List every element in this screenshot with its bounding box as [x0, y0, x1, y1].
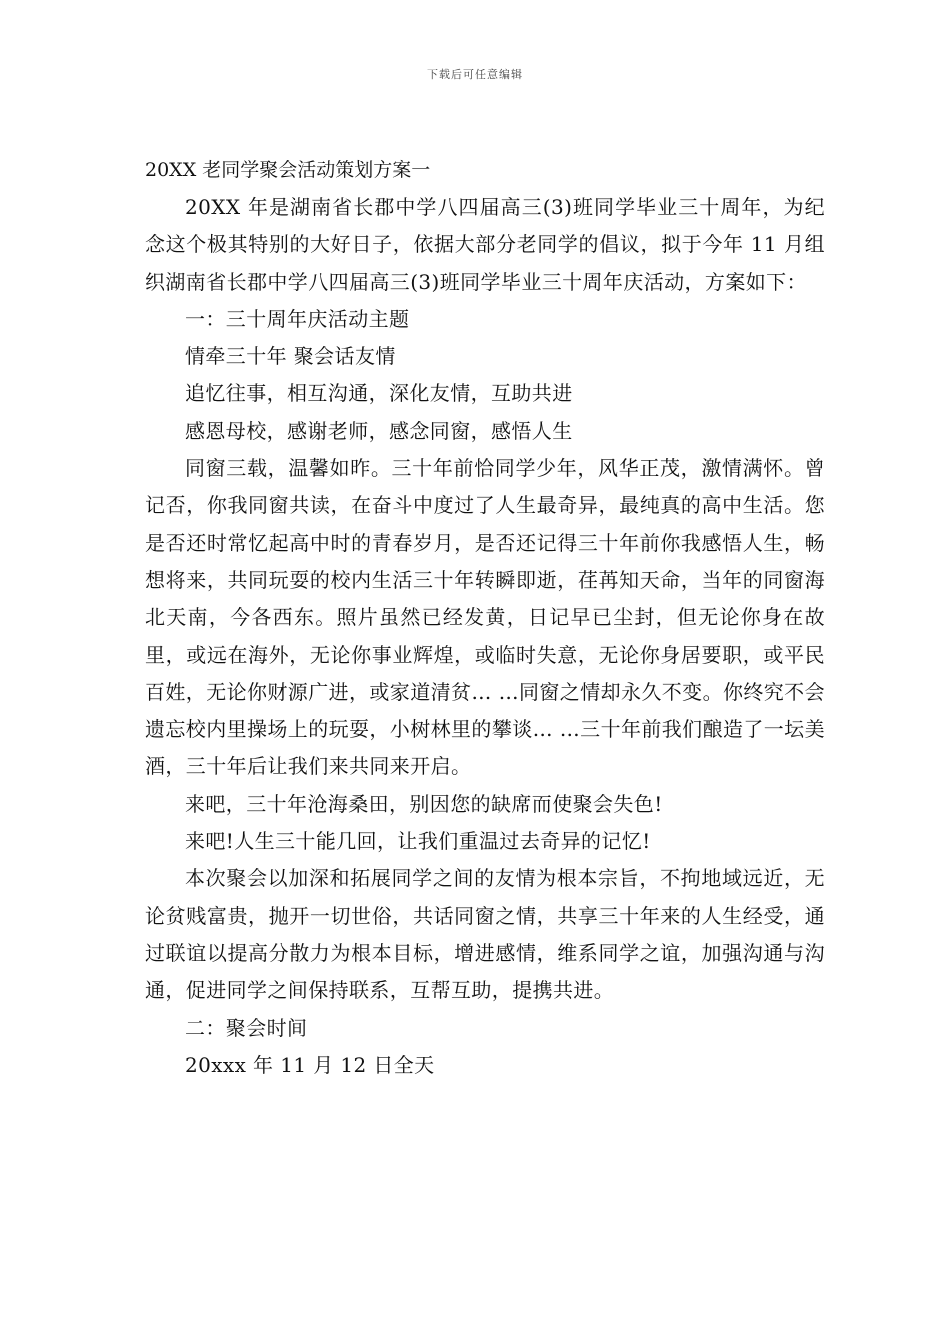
call-line: 来吧!人生三十能几回，让我们重温过去奇异的记忆! — [185, 829, 651, 854]
event-date: 20xxx 年 11 月 12 日全天 — [185, 1052, 435, 1077]
paragraph-purpose: 本次聚会以加深和拓展同学之间的友情为根本宗旨，不拘地域远近，无论贫贱富贵，抛开一切世俗，共话同窗之情，共享三十年来的人生经受，通过联谊以提高分散力为根本目标，增进感情，维系同学之谊，加强沟通与沟通，促进同学之间保持联系，互帮互助，提携共进。 — [145, 866, 825, 1003]
document-title: 20XX 老同学聚会活动策划方案一 — [145, 159, 431, 181]
theme-line: 情牵三十年 聚会话友情 — [185, 344, 396, 369]
theme-line: 追忆往事，相互沟通，深化友情，互助共进 — [185, 381, 573, 406]
section-heading-time: 二：聚会时间 — [185, 1015, 308, 1040]
call-line: 来吧，三十年沧海桑田，别因您的缺席而使聚会失色! — [185, 791, 663, 816]
header-note: 下载后可任意编辑 — [427, 68, 523, 81]
theme-line: 感恩母校，感谢老师，感念同窗，感悟人生 — [185, 418, 573, 443]
section-heading-theme: 一：三十周年庆活动主题 — [185, 306, 410, 331]
document-body — [145, 152, 825, 1084]
paragraph-intro: 20XX 年是湖南省长郡中学八四届高三(3)班同学毕业三十周年，为纪念这个极其特别的大好日子，依据大部分老同学的倡议，拟于今年 11 月组织湖南省长郡中学八四届高三(3)班同学毕业三十周年庆活动，方案如下： — [145, 195, 825, 294]
paragraph-memories: 同窗三载，温馨如昨。三十年前恰同学少年，风华正茂，激情满怀。曾记否，你我同窗共读，在奋斗中度过了人生最奇异，最纯真的高中生活。您是否还时常忆起高中时的青春岁月，是否还记得三十年前你我感悟人生，畅想将来，共同玩耍的校内生活三十年转瞬即逝，荏苒知天命，当年的同窗海北天南，今各西东。照片虽然已经发黄，日记早已尘封，但无论你身在故里，或远在海外，无论你事业辉煌，或临时失意，无论你身居要职，或平民百姓，无论你财源广进，或家道清贫… …同窗之情却永久不变。你终究不会遗忘校内里操场上的玩耍，小树林里的攀谈… …三十年前我们酿造了一坛美酒，三十年后让我们来共同来开启。 — [145, 456, 825, 779]
